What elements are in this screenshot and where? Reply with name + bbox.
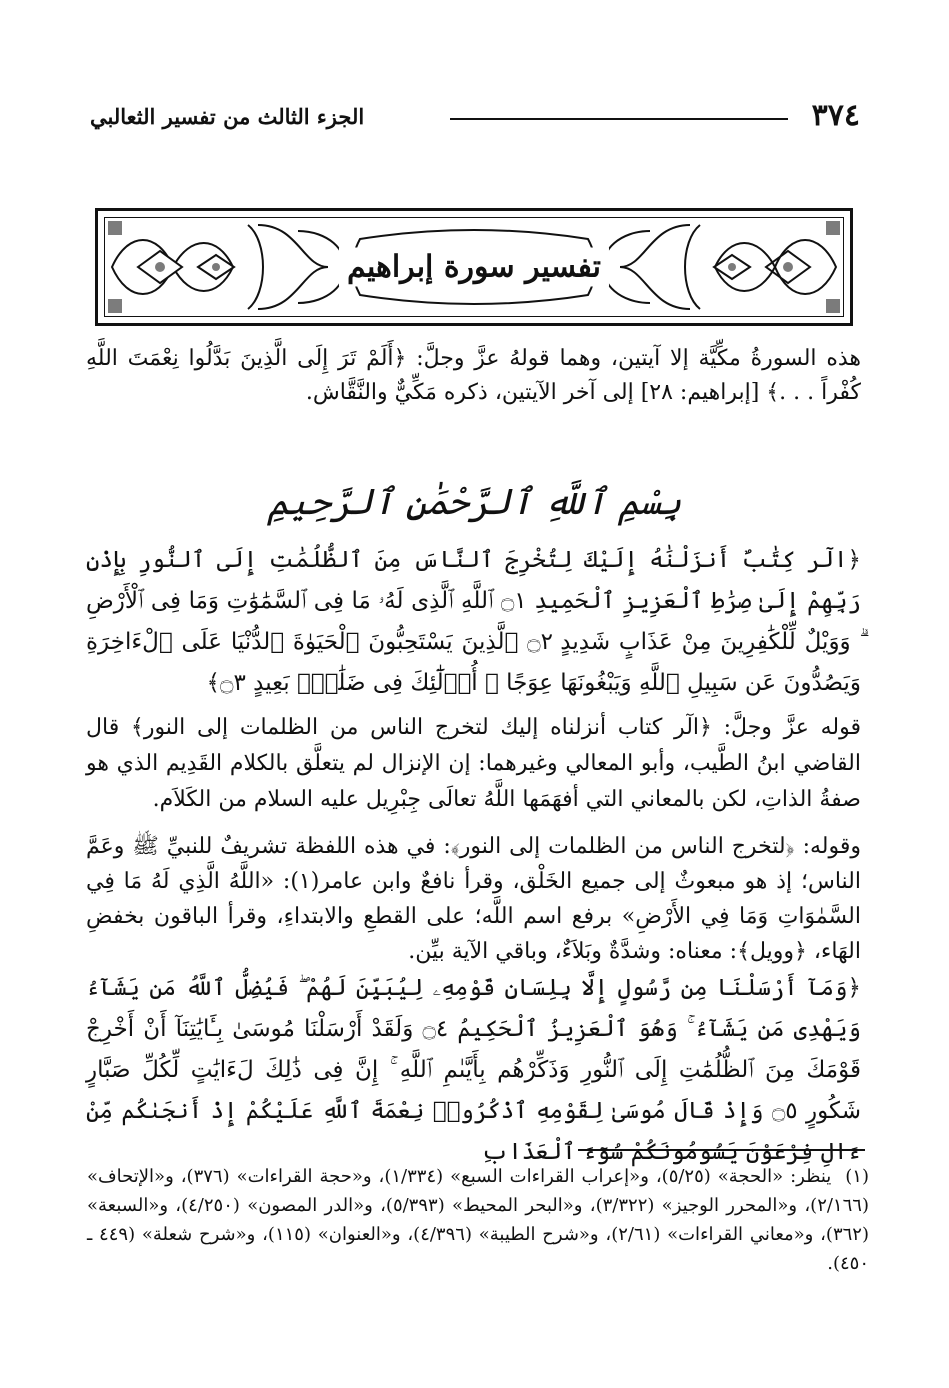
intro-paragraph: هذه السورةُ مكِّيَّة إلا آيتين، وهما قولهُ عزَّ وجلَّ: ﴿أَلَمْ تَرَ إِلَى الَّذِينَ بَدَّلُوا نِعْمَتَ اللَّهِ كُفْراً . . .﴾ [إبراهيم: ٢٨] إلى آخر الآيتين، ذكره مَكِّيٌّ والنَّقَّاش. — [86, 346, 861, 405]
quran-verses-4-6: ﴿وَمَآ أَرْسَلْنَا مِن رَّسُولٍ إِلَّا بِلِسَانِ قَوْمِهِۦ لِيُبَيِّنَ لَهُمْ ۖ فَيُضِلُّ ٱللَّهُ مَن يَشَآءُ وَيَهْدِى مَن يَشَآءُ ۚ وَهُوَ ٱلْعَزِيزُ ٱلْحَكِيمُ ۝٤ وَلَقَدْ أَرْسَلْنَا مُوسَىٰ بِـَٔايَٰتِنَآ أَنْ أَخْرِجْ قَوْمَكَ مِنَ ٱلظُّلُمَٰتِ إِلَى ٱلنُّورِ وَذَكِّرْهُم بِأَيَّىٰمِ ٱللَّهِ ۚ إِنَّ فِى ذَٰلِكَ لَءَايَٰتٍ لِّكُلِّ صَبَّارٍ شَكُورٍ ۝٥ وَإِذْ قَالَ مُوسَىٰ لِقَوْمِهِ ٱذْكُرُوا۟ نِعْمَةَ ٱللَّهِ عَلَيْكُمْ إِذْ أَنجَىٰكُم مِّنْ ءَالِ فِرْعَوْنَ يَسُومُونَكُمْ سُوٓءَ ٱلْعَذَابِ — [86, 975, 862, 1165]
surah-title-frame — [95, 208, 853, 326]
page-number: ٣٧٤ — [811, 98, 860, 133]
basmala-calligraphy: بِسْمِ ٱللَّهِ ٱلرَّحْمَٰنِ ٱلرَّحِيمِ — [267, 482, 682, 523]
footnote-separator — [578, 1149, 865, 1151]
running-header — [90, 96, 860, 140]
header-rule — [450, 118, 788, 120]
footnote-number: (١) — [845, 1166, 869, 1187]
quran-verses-1-3: ﴿الٓر كِتَٰبٌ أَنزَلْنَٰهُ إِلَيْكَ لِتُخْرِجَ ٱلنَّاسَ مِنَ ٱلظُّلُمَٰتِ إِلَى ٱلنُّورِ بِإِذْنِ رَبِّهِمْ إِلَىٰ صِرَٰطِ ٱلْعَزِيزِ ٱلْحَمِيدِ ۝١ ٱللَّهِ ٱلَّذِى لَهُۥ مَا فِى ٱلسَّمَٰوَٰتِ وَمَا فِى ٱلْأَرْضِ ۗ وَوَيْلٌ لِّلْكَٰفِرِينَ مِنْ عَذَابٍ شَدِيدٍ ۝٢ ٱلَّذِينَ يَسْتَحِبُّونَ ٱلْحَيَوٰةَ ٱلدُّنْيَا عَلَى ٱلْءَاخِرَةِ وَيَصُدُّونَ عَن سَبِيلِ ٱللَّهِ وَيَبْغُونَهَا عِوَجًا ۚ أُو۟لَٰٓئِكَ فِى ضَلَٰلٍۭ بَعِيدٍ ۝٣﴾ — [86, 547, 861, 696]
surah-title: تفسير سورة إبراهيم — [339, 248, 609, 287]
running-title: الجزء الثالث من تفسير الثعالبي — [90, 104, 365, 129]
footnote-text: ينظر: «الحجة» (٥/٢٥)، و«إعراب القراءات السبع» (١/٣٣٤)، و«حجة القراءات» (٣٧٦)، و«الإتحاف» (٢/١٦٦)، و«المحرر الوجيز» (٣/٣٢٢)، و«البحر المحيط» (٥/٣٩٣)، و«الدر المصون» (٤/٢٥٠)، و«السبعة» (٣٦٢)، و«معاني القراءات» (٢/٦١)، و«شرح الطيبة» (٤/٣٩٦)، و«العنوان» (١١٥)، و«شرح شعلة» (٤٤٩ ـ ٤٥٠). — [87, 1166, 869, 1274]
commentary-paragraph-1: قوله عزَّ وجلَّ: ﴿الٓر كتاب أنزلناه إليك لتخرج الناس من الظلمات إلى النور﴾ قال القاضي ابنُ الطَّيب، وأبو المعالي وغيرهما: إن الإنزال لم يتعلَّق بالكلام القَدِيم الذي هو صفةُ الذاتِ، لكن بالمعاني التي أفهَمَها اللَّهُ تعالَى جِبْرِيل عليه السلام من الكَلاَم. — [86, 715, 861, 812]
footnote — [87, 1162, 869, 1278]
commentary-paragraph-2: وقوله: ﴿لتخرج الناس من الظلمات إلى النور﴾: في هذه اللفظة تشريفٌ للنبيِّ ﷺ وعَمَّ الناس؛ إذ هو مبعوثٌ إلى جميع الخَلْق، وقرأ نافعٌ وابن عامر(١): «اللَّهُ الَّذِي لَهُ مَا فِي السَّمٰوَاتِ وَمَا فِي الأَرْضِ» برفع اسم اللَّه؛ على القطعِ والابتداءِ، وقرأ الباقون بخفضِ الهَاء، ﴿وويل﴾: معناه: وشدَّةٌ وبَلاَءٌ، وباقي الآية بيِّن. — [86, 834, 861, 964]
